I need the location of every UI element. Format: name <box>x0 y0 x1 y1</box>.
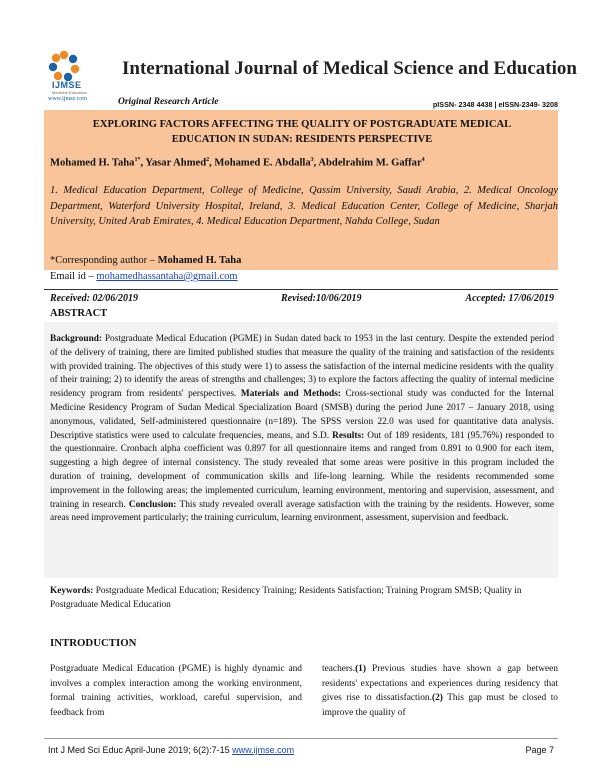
reference-marker: (1) <box>355 664 366 674</box>
corresponding-name: Mohamed H. Taha <box>157 255 242 266</box>
author-sup: 4 <box>421 157 425 163</box>
author-name: Abdelrahim M. Gaffar <box>318 157 422 169</box>
abstract-label: Materials and Methods: <box>240 389 346 400</box>
divider <box>44 289 558 290</box>
email-label: Email id – <box>50 271 97 282</box>
abstract-section: Postgraduate Medical Education (PGME) in Sudan dated back to 1953 in the last century. Despite the extended period of the delivery of training, there are limited published studies that measure the quality of the training and satisfaction of the residents with provided training. The objectives of this study were 1) to assess the satisfaction of the internal medicine residents with the quality of their training; 2) to identify the areas of strengths and challenges; 3) to explore the factors affecting the quality of internal medicine residency program from residents' perspectives. <box>50 334 554 400</box>
author-name: Mohamed H. Taha <box>50 157 135 169</box>
email-link[interactable]: mohamedhassantaha@gmail.com <box>96 271 238 282</box>
introduction-column-1: Postgraduate Medical Education (PGME) is highly dynamic and involves a complex interaction among the working environment, formal training activities, workload, careful supervision, and feedback from <box>50 664 302 718</box>
intro-text: This gap must be closed to improve the quality of <box>322 693 558 718</box>
keywords-text: Postgraduate Medical Education; Residency Training; Residents Satisfaction; Training Program SMSB; Quality in Postgraduate Medical Education <box>50 586 522 610</box>
corresponding-label: *Corresponding author – <box>50 255 158 266</box>
intro-text: Previous studies have shown a gap between residents' expectations and experiences during residency that gives rise to dissatisfaction. <box>322 664 558 704</box>
article-type: Original Research Article <box>118 97 219 107</box>
author-name: Mohamed E. Abdalla <box>214 157 311 169</box>
footer-divider <box>44 738 558 739</box>
accepted-date: Accepted: 17/06/2019 <box>465 293 554 304</box>
article-title: EXPLORING FACTORS AFFECTING THE QUALITY OF POSTGRADUATE MEDICAL EDUCATION IN SUDAN: RESIDENTS PERSPECTIVE <box>92 119 512 145</box>
author-sep: , <box>140 157 146 169</box>
abstract-section: This study revealed overall average satisfaction with the training by the residents. However, some areas need improvement particularly; the training curriculum, learning environment, assessment, supervision and feedback. <box>50 499 554 524</box>
keywords <box>50 585 554 613</box>
footer-link[interactable]: www.ijmse.com <box>232 745 295 755</box>
logo-text: IJMSE <box>52 80 82 90</box>
abstract-section: Cross-sectional study was conducted for the Internal Medicine Residency Program of Sudan Medical Specialization Board (SMSB) during the period June 2017 – January 2018, using anonymous, validated, Self-administered questionnaire (n=189). The SPSS version 22.0 was used for quantitative data analysis. Descriptive statistics were used to calculate frequencies, means, and S.D. <box>50 389 554 441</box>
abstract-text <box>50 333 554 526</box>
journal-title: International Journal of Medical Science and Education <box>122 58 577 79</box>
reference-marker: (2) <box>431 693 443 704</box>
introduction-column-2 <box>322 662 558 720</box>
affiliations: 1. Medical Education Department, College of Medicine, Qassim University, Saudi Arabia, 2. Medical Oncology Department, Waterford University Hospital, Ireland, 3. Medical Education Center, College of Medicine, Sharjah University, United Arab Emirates, 4. Medical Education Department, Nahda College, Sudan <box>50 185 558 227</box>
received-date: Received: 02/06/2019 <box>50 293 139 304</box>
abstract-label: Conclusion: <box>128 499 180 510</box>
author-sup: 3 <box>310 157 314 163</box>
page-number: Page 7 <box>525 745 554 755</box>
author-sep: , <box>313 157 319 169</box>
author-list <box>50 157 425 169</box>
introduction-heading: INTRODUCTION <box>50 637 137 649</box>
author-sup: 1* <box>134 157 141 163</box>
author-sep: , <box>209 157 215 169</box>
email-line <box>50 271 238 282</box>
citation-text: Int J Med Sci Educ April-June 2019; 6(2):7-15 <box>48 745 233 755</box>
author-sup: 2 <box>206 157 210 163</box>
author-name: Yasar Ahmed <box>145 157 207 169</box>
abstract-heading: ABSTRACT <box>50 308 108 319</box>
abstract-label: Results: <box>332 430 368 441</box>
abstract-label: Background: <box>50 334 105 344</box>
logo-subtext: Medicine Education <box>52 90 87 95</box>
footer-citation <box>48 745 294 755</box>
intro-text: teachers. <box>322 664 356 674</box>
website-link[interactable]: www.ijmse.com <box>48 96 87 102</box>
abstract-section: Out of 189 residents, 181 (95.76%) responded to the questionnaire. Cronbach alpha coefficient was 0.897 for all questionnaire items and ranged from 0.891 to 0.900 for each item, suggesting a high degree of internal consistency. The study revealed that some areas were positive in this program included the duration of training, development of communication skills and life-long learning. While the residents recommended some improvement in the following areas; the implemented curriculum, learning environment, mentoring and supervision, assessment, and training in research. <box>50 430 554 510</box>
corresponding-author <box>50 255 241 266</box>
issn: pISSN- 2348 4438 | eISSN-2349- 3208 <box>432 100 558 109</box>
revised-date: Revised:10/06/2019 <box>281 293 362 304</box>
keywords-label: Keywords: <box>50 586 96 596</box>
